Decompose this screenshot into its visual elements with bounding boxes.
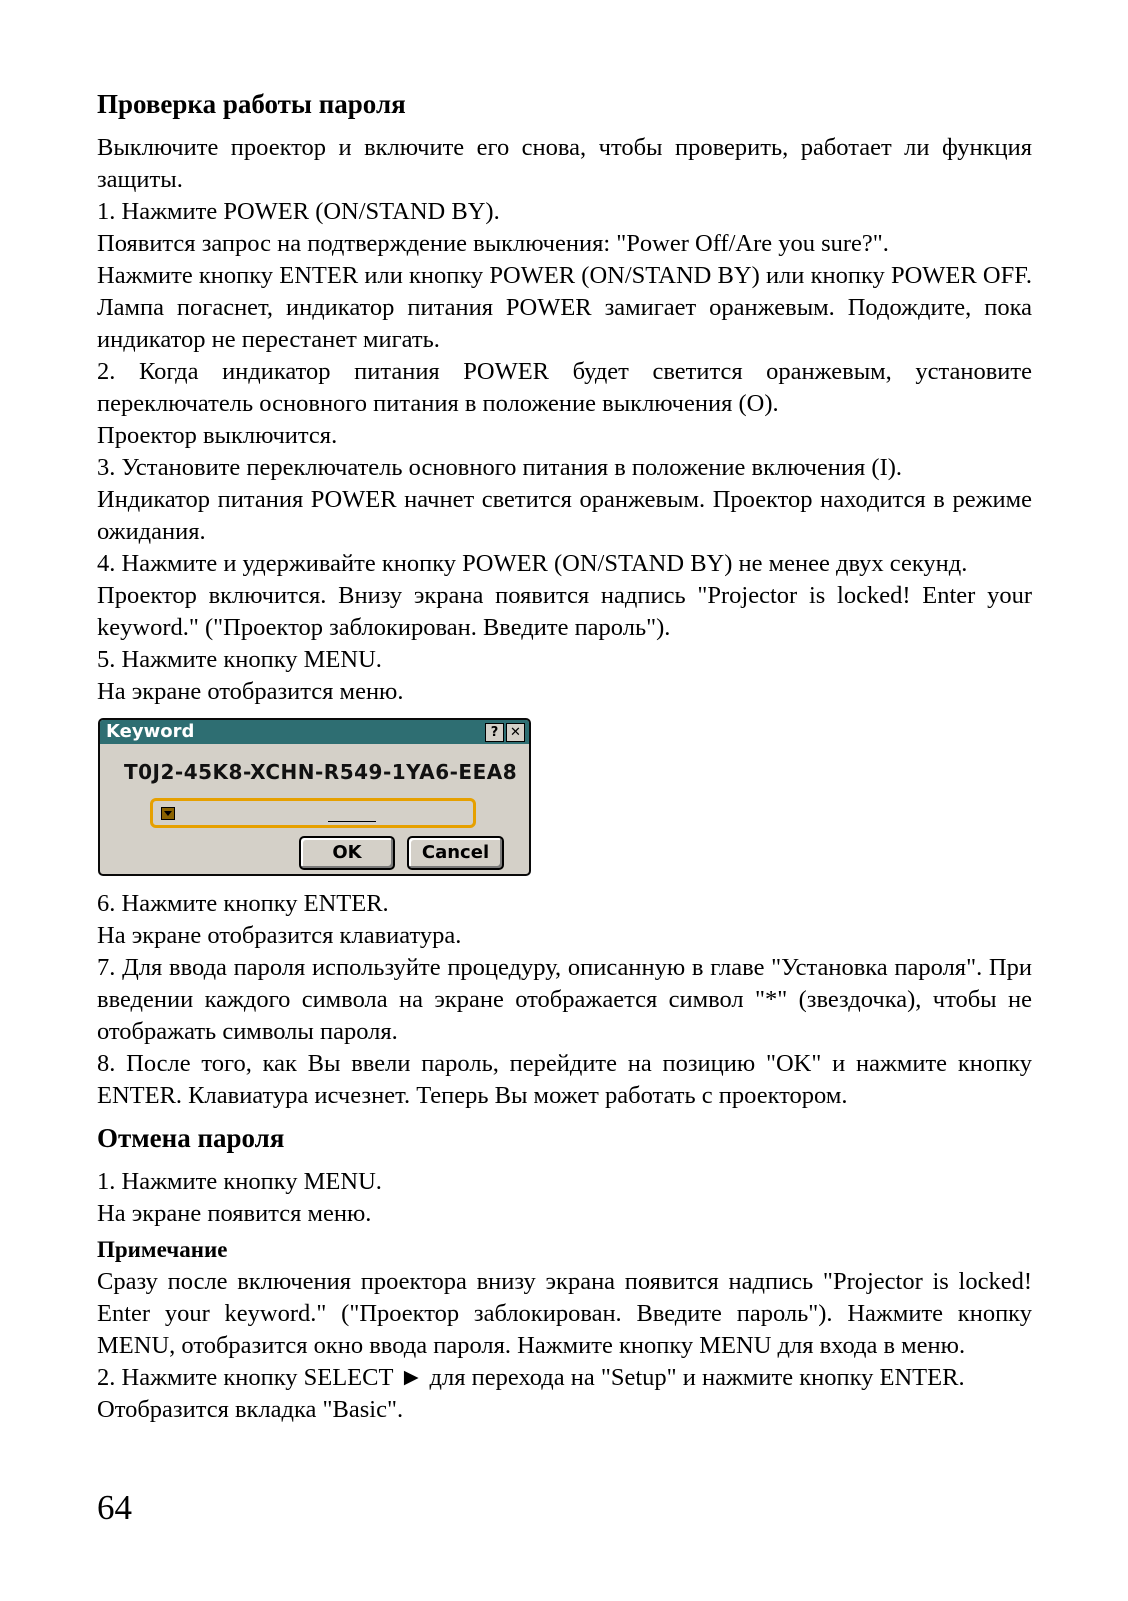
keyword-dialog: [98, 718, 531, 876]
dropdown-arrow-icon[interactable]: [161, 807, 175, 820]
paragraph: Появится запрос на подтверждение выключения: "Power Off/Are you sure?".: [97, 230, 889, 257]
paragraph: На экране отобразится клавиатура.: [97, 922, 462, 949]
dialog-title: Keyword: [106, 721, 195, 742]
dialog-titlebar: [100, 720, 529, 744]
paragraph: Проектор включится. Внизу экрана появится надпись "Projector is locked! Enter your keyword." ("Проектор заблокирован. Введите пароль").: [97, 582, 1032, 641]
note-paragraph: Сразу после включения проектора внизу экрана появится надпись "Projector is locked! Enter your keyword." ("Проектор заблокирован. Введите пароль"). Нажмите кнопку MENU, отобразится окно ввода пароля. Нажмите кнопку MENU для входа в меню.: [97, 1268, 1032, 1359]
paragraph: Индикатор питания POWER начнет светится оранжевым. Проектор находится в режиме ожидания.: [97, 486, 1032, 545]
paragraph: Проектор выключится.: [97, 422, 338, 449]
close-icon[interactable]: ✕: [506, 723, 525, 742]
titlebar-buttons: [485, 723, 525, 742]
page-number: 64: [97, 1488, 132, 1527]
step-7: 7. Для ввода пароля используйте процедуру, описанную в главе "Установка пароля". При введении каждого символа на экране отображается символ "*" (звездочка), чтобы не отображать символы пароля.: [97, 954, 1032, 1045]
paragraph: Нажмите кнопку ENTER или кнопку POWER (ON/STAND BY) или кнопку POWER OFF. Лампа погаснет, индикатор питания POWER замигает оранжевым. Подождите, пока индикатор не перестанет мигать.: [97, 262, 1032, 353]
section-heading-password-check: Проверка работы пароля: [97, 89, 406, 119]
step-6: 6. Нажмите кнопку ENTER.: [97, 890, 389, 917]
cancel-button[interactable]: Cancel: [407, 836, 504, 870]
section-heading-cancel-password: Отмена пароля: [97, 1123, 285, 1153]
step-1: 1. Нажмите POWER (ON/STAND BY).: [97, 198, 500, 225]
step-8: 8. После того, как Вы ввели пароль, перейдите на позицию "OK" и нажмите кнопку ENTER. Клавиатура исчезнет. Теперь Вы может работать с проектором.: [97, 1050, 1032, 1109]
step-3: 3. Установите переключатель основного питания в положение включения (I).: [97, 454, 903, 481]
keyword-code: T0J2-45K8-XCHN-R549-1YA6-EEA8: [124, 760, 518, 784]
step-2: 2. Нажмите кнопку SELECT ► для перехода на "Setup" и нажмите кнопку ENTER.: [97, 1364, 965, 1391]
manual-page: [97, 84, 1032, 1426]
ok-button[interactable]: OK: [299, 836, 395, 870]
help-icon[interactable]: ?: [485, 723, 504, 742]
paragraph: Отобразится вкладка "Basic".: [97, 1396, 404, 1423]
step-2: 2. Когда индикатор питания POWER будет светится оранжевым, установите переключатель основного питания в положение выключения (O).: [97, 358, 1032, 417]
keyword-input[interactable]: [150, 798, 476, 828]
step-5: 5. Нажмите кнопку MENU.: [97, 646, 382, 673]
step-1: 1. Нажмите кнопку MENU.: [97, 1168, 382, 1195]
note-heading: Примечание: [97, 1237, 228, 1262]
paragraph: На экране появится меню.: [97, 1200, 372, 1227]
step-4: 4. Нажмите и удерживайте кнопку POWER (ON/STAND BY) не менее двух секунд.: [97, 550, 968, 577]
paragraph: Выключите проектор и включите его снова, чтобы проверить, работает ли функция защиты.: [97, 134, 1032, 193]
input-cursor: [328, 821, 376, 822]
paragraph: На экране отобразится меню.: [97, 678, 404, 705]
